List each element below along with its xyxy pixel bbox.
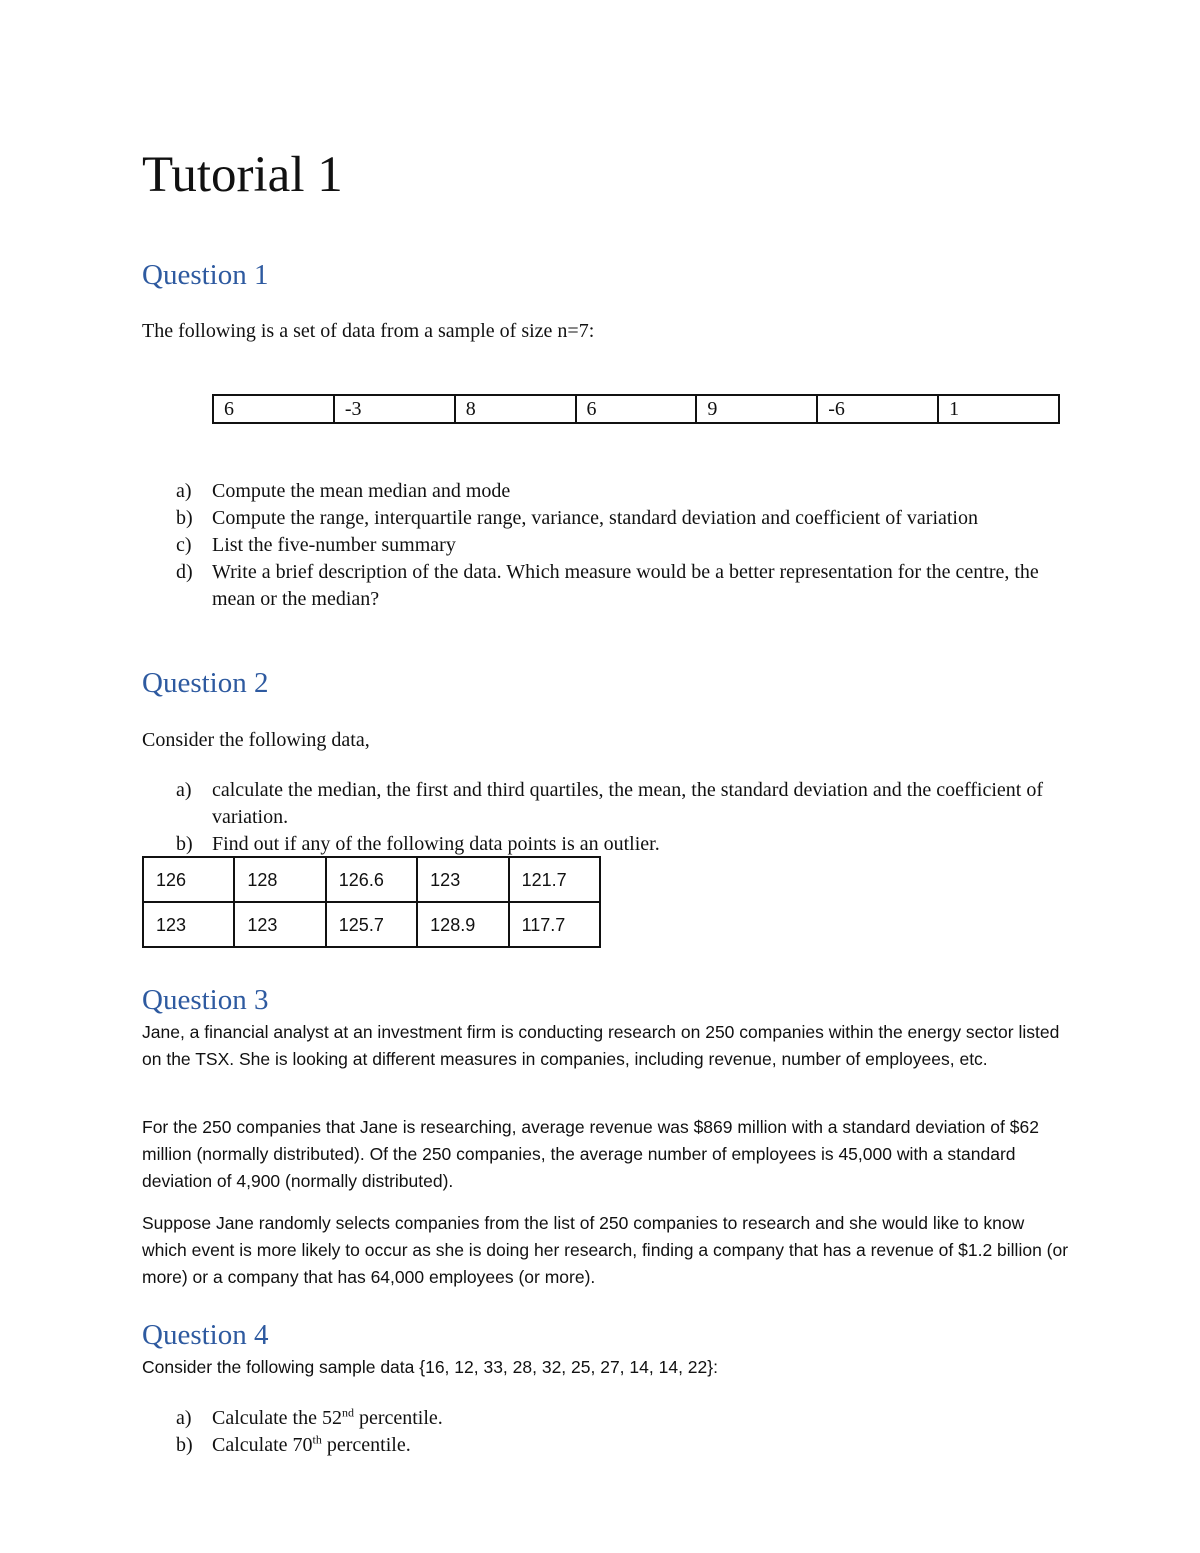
table-cell: 126	[143, 857, 234, 902]
table-cell: 8	[455, 395, 576, 423]
table-cell: 6	[576, 395, 697, 423]
table-cell: 6	[213, 395, 334, 423]
question-1-heading: Question 1	[142, 259, 269, 291]
table-row	[213, 395, 1059, 423]
list-item	[142, 1432, 1072, 1459]
list-item	[142, 1405, 1072, 1432]
list-label: b)	[176, 833, 193, 855]
list-label: b)	[176, 507, 193, 529]
question-3-paragraph: Suppose Jane randomly selects companies from the list of 250 companies to research and she would like to know which event is more likely to occur as she is doing her research, finding a company that has a revenue of $1.2 billion (or more) or a company that has 64,000 employees (or more).	[142, 1213, 1069, 1287]
question-1-intro: The following is a set of data from a sample of size n=7:	[142, 320, 595, 342]
question-3-heading: Question 3	[142, 984, 269, 1016]
table-cell: -3	[334, 395, 455, 423]
table-cell: 123	[417, 857, 508, 902]
question-4-intro: Consider the following sample data {16, 12, 33, 28, 32, 25, 27, 14, 14, 22}:	[142, 1357, 718, 1377]
table-cell: 117.7	[509, 902, 600, 947]
ordinal-suffix: nd	[341, 1405, 354, 1420]
list-text: Write a brief description of the data. Which measure would be a better representation for the centre, the mean or the median?	[212, 561, 1039, 610]
list-text: calculate the median, the first and third quartiles, the mean, the standard deviation and the coefficient of variation.	[212, 779, 1043, 828]
list-label: a)	[176, 779, 192, 801]
list-text-pre: Calculate 70	[212, 1434, 313, 1456]
list-label: d)	[176, 561, 193, 583]
question-2-list	[142, 777, 1072, 858]
table-cell: 121.7	[509, 857, 600, 902]
list-item	[142, 559, 1072, 613]
table-cell: 128.9	[417, 902, 508, 947]
list-label: b)	[176, 1434, 193, 1456]
table-cell: 123	[234, 902, 325, 947]
list-text: Compute the mean median and mode	[212, 480, 511, 502]
list-text: List the five-number summary	[212, 534, 456, 556]
question-2-intro: Consider the following data,	[142, 729, 370, 751]
list-item	[142, 777, 1072, 831]
list-item	[142, 831, 1072, 858]
list-label: c)	[176, 534, 192, 556]
list-label: a)	[176, 1407, 192, 1429]
table-row	[143, 902, 600, 947]
table-cell: 123	[143, 902, 234, 947]
question-4-list	[142, 1405, 1072, 1459]
table-cell: -6	[817, 395, 938, 423]
table-row	[143, 857, 600, 902]
list-text: Find out if any of the following data points is an outlier.	[212, 833, 660, 855]
question-2-heading: Question 2	[142, 667, 269, 699]
question-3-paragraph: Jane, a financial analyst at an investment firm is conducting research on 250 companies within the energy sector listed on the TSX. She is looking at different measures in companies, including revenue, number of employees, etc.	[142, 1022, 1060, 1069]
list-item	[142, 505, 1072, 532]
ordinal-suffix: th	[312, 1432, 322, 1447]
question-1-list	[142, 478, 1072, 613]
page-title: Tutorial 1	[142, 147, 343, 203]
list-text-post: percentile.	[321, 1434, 411, 1456]
question-2-data-table	[142, 856, 601, 948]
question-3-paragraph: For the 250 companies that Jane is researching, average revenue was $869 million with a standard deviation of $62 million (normally distributed). Of the 250 companies, the average number of employees is 45,000 with a standard deviation of 4,900 (normally distributed).	[142, 1117, 1039, 1191]
list-text-pre: Calculate the 52	[212, 1407, 342, 1429]
question-1-data-table	[212, 394, 1060, 424]
list-label: a)	[176, 480, 192, 502]
list-item	[142, 478, 1072, 505]
table-cell: 1	[938, 395, 1059, 423]
list-text: Compute the range, interquartile range, variance, standard deviation and coefficient of variation	[212, 507, 978, 529]
table-cell: 9	[696, 395, 817, 423]
question-4-heading: Question 4	[142, 1319, 269, 1351]
table-cell: 128	[234, 857, 325, 902]
list-item	[142, 532, 1072, 559]
list-text-post: percentile.	[353, 1407, 443, 1429]
table-cell: 125.7	[326, 902, 417, 947]
table-cell: 126.6	[326, 857, 417, 902]
